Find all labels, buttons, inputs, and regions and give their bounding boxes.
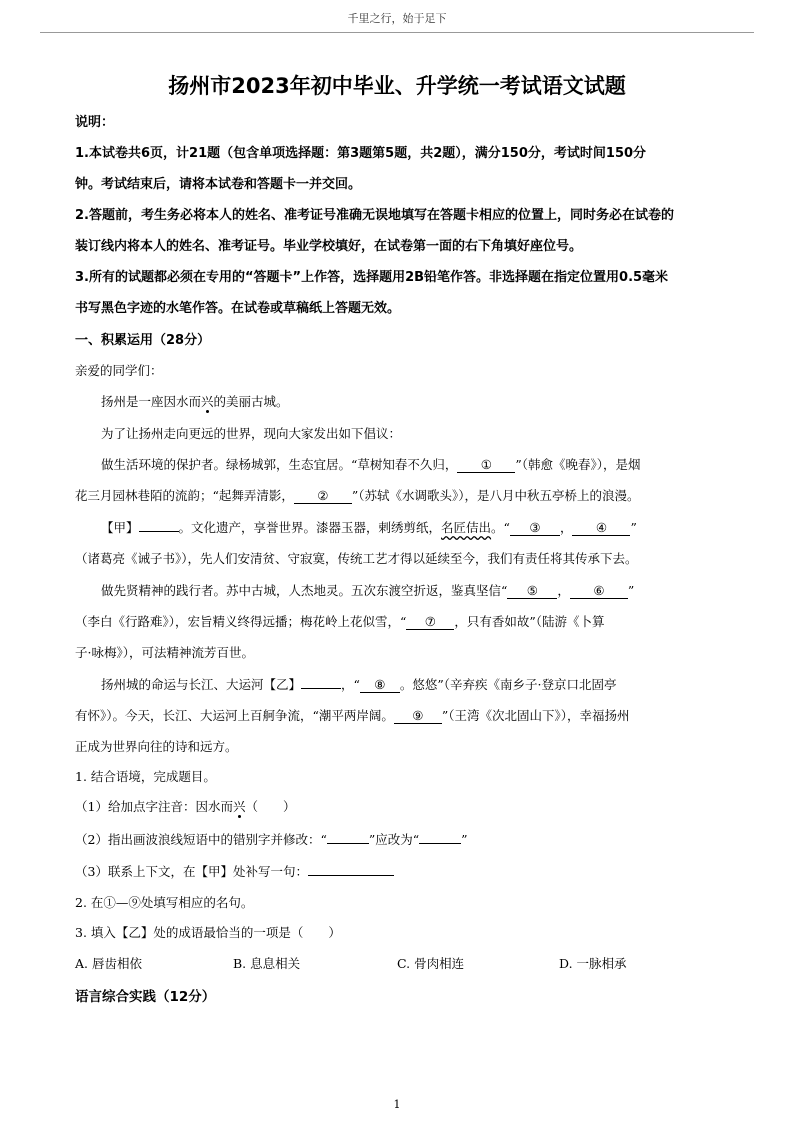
question-1-3: （3）联系上下文，在【甲】处补写一句： (75, 862, 394, 880)
passage-p1: 扬州是一座因水而兴的美丽古城。 (101, 394, 289, 409)
page-header: 千里之行，始于足下 (347, 12, 447, 25)
instruction-2a: 2.答题前，考生务必将本人的姓名、准考证号准确无误地填写在答题卡相应的位置上，同时务必在试卷的 (75, 208, 674, 223)
blank-2[interactable]: ② (294, 489, 352, 504)
question-1-1: （1）给加点字注音：因水而兴（ ） (75, 799, 296, 814)
blank-4[interactable]: ④ (572, 521, 630, 536)
passage-p2: 为了让扬州走向更远的世界，现向大家发出如下倡议： (101, 426, 402, 441)
answer-wrong-char-blank[interactable] (327, 843, 369, 844)
instruction-2b: 装订线内将本人的姓名、准考证号。毕业学校填好，在试卷第一面的右下角填好座位号。 (75, 239, 583, 254)
blank-1[interactable]: ① (457, 458, 515, 473)
question-1: 1. 结合语境，完成题目。 (75, 769, 216, 784)
wavy-phrase: 名匠佶出 (441, 520, 492, 535)
blank-yi[interactable] (301, 688, 341, 689)
instruction-3b: 书写黑色字迹的水笔作答。在试卷或草稿纸上答题无效。 (75, 301, 401, 316)
option-b[interactable]: B. 息息相关 (233, 956, 301, 971)
blank-8[interactable]: ⑧ (360, 678, 400, 693)
page-number: 1 (393, 1098, 401, 1111)
instruction-1a: 1.本试卷共6页，计21题（包含单项选择题：第3题第5题，共2题），满分150分，考试时间150分 (75, 146, 647, 161)
dotted-char: 兴 (232, 799, 246, 814)
instruction-1b: 钟。考试结束后，请将本试卷和答题卡一并交回。 (75, 177, 362, 192)
answer-correct-char-blank[interactable] (419, 843, 461, 844)
passage-p4-line1: 【甲】 。文化遗产，享誉世界。漆器玉器，剌绣剪纸，名匠佶出。“ ③ ， ④ ” (101, 520, 637, 535)
option-a[interactable]: A. 唇齿相依 (75, 956, 142, 971)
passage-p4-line2: （诸葛亮《诫子书》），先人们安清贫、守寂寞，传统工艺才得以延续至今，我们有责任将其传承下去。 (75, 551, 638, 566)
option-c[interactable]: C. 骨肉相连 (397, 956, 465, 971)
passage-p3-line2: 花三月园林巷陌的流韵；“起舞弄清影， ② ”（苏轼《水调歌头》），是八月中秋五亭桥上的浪漫。 (75, 488, 640, 503)
passage-p5-line1: 做先贤精神的践行者。苏中古城，人杰地灵。五次东渡空折返，鉴真坚信“ ⑤ ， ⑥ ” (101, 583, 635, 598)
passage-p6-line1: 扬州城的命运与长江、大运河【乙】 ，“ ⑧ 。悠悠”（辛弃疾《南乡子·登京口北固亭 (101, 677, 617, 692)
header-rule (40, 32, 754, 33)
blank-7[interactable]: ⑦ (406, 615, 454, 630)
question-1-2: （2）指出画波浪线短语中的错别字并修改：“ ”应改为“ ” (75, 832, 468, 847)
passage-greeting: 亲爱的同学们： (75, 363, 163, 378)
section-heading-1: 一、积累运用（28分） (75, 333, 211, 348)
question-2: 2. 在①—⑨处填写相应的名句。 (75, 895, 254, 910)
option-d[interactable]: D. 一脉相承 (559, 956, 627, 971)
blank-6[interactable]: ⑥ (570, 584, 628, 599)
question-3: 3. 填入【乙】处的成语最恰当的一项是（ ） (75, 925, 341, 940)
blank-jia[interactable] (139, 531, 179, 532)
passage-p6-line2: 有怀》）。今天，长江、大运河上百舸争流，“潮平两岸阔。 ⑨ ”（王湾《次北固山下》），幸福扬州 (75, 708, 630, 723)
blank-5[interactable]: ⑤ (507, 584, 557, 599)
passage-p6-line3: 正成为世界向往的诗和远方。 (75, 739, 238, 754)
instructions-heading: 说明： (75, 115, 115, 130)
blank-9[interactable]: ⑨ (394, 709, 442, 724)
passage-p3-line1: 做生活环境的保护者。绿杨城郭，生态宜居。“草树知春不久归， ① ”（韩愈《晚春》），是烟 (101, 457, 641, 472)
exam-title: 扬州市2023年初中毕业、升学统一考试语文试题 (168, 74, 626, 98)
instruction-3a: 3.所有的试题都必须在专用的“答题卡”上作答，选择题用2B铅笔作答。非选择题在指定位置用0.5毫米 (75, 270, 669, 285)
section-heading-2: 语言综合实践（12分） (75, 989, 216, 1005)
dotted-char: 兴 (201, 394, 214, 409)
passage-p5-line3: 子·咏梅》），可法精神流芳百世。 (75, 645, 254, 660)
blank-3[interactable]: ③ (510, 521, 560, 536)
passage-p5-line2: （李白《行路难》），宏旨精义终得远播；梅花岭上花似雪，“ ⑦ ，只有香如故”（陆游《卜算 (75, 614, 605, 629)
answer-jia-blank[interactable] (308, 875, 394, 876)
